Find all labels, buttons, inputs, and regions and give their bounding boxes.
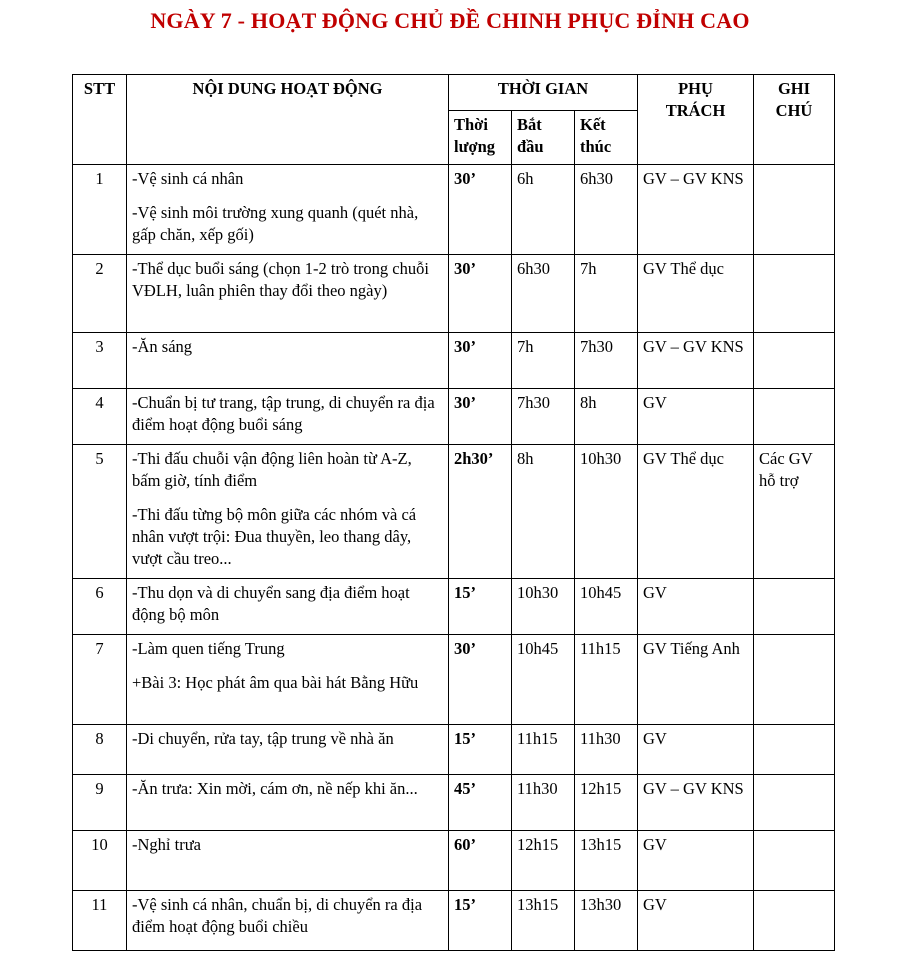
cell-note: [754, 333, 835, 389]
cell-incharge: GV: [638, 725, 754, 775]
header-row-top: [73, 75, 835, 111]
table-row: [73, 725, 835, 775]
cell-start: 12h15: [512, 831, 575, 891]
cell-content: [127, 725, 449, 775]
cell-incharge: GV – GV KNS: [638, 333, 754, 389]
cell-start: 10h45: [512, 635, 575, 725]
content-line: -Thể dục buổi sáng (chọn 1-2 trò trong chuỗi VĐLH, luân phiên thay đổi theo ngày): [132, 259, 429, 300]
cell-note: [754, 255, 835, 333]
header-start-line2: đầu: [517, 137, 544, 156]
content-line: -Thu dọn và di chuyển sang địa điểm hoạt động bộ môn: [132, 583, 410, 624]
header-start: [512, 111, 575, 165]
cell-note: [754, 635, 835, 725]
cell-stt: 6: [73, 579, 127, 635]
header-incharge: [638, 75, 754, 165]
header-time: THỜI GIAN: [449, 75, 638, 111]
header-incharge-line2: TRÁCH: [665, 101, 726, 120]
cell-content: [127, 445, 449, 579]
cell-stt: 2: [73, 255, 127, 333]
cell-stt: 10: [73, 831, 127, 891]
cell-duration: 45’: [449, 775, 512, 831]
cell-incharge: GV Thể dục: [638, 445, 754, 579]
cell-note: [754, 579, 835, 635]
cell-duration: 30’: [449, 255, 512, 333]
cell-incharge: GV: [638, 831, 754, 891]
content-line: -Vệ sinh cá nhân: [132, 169, 244, 188]
cell-end: 12h15: [575, 775, 638, 831]
cell-stt: 9: [73, 775, 127, 831]
table-row: [73, 255, 835, 333]
cell-end: 10h45: [575, 579, 638, 635]
cell-incharge: GV – GV KNS: [638, 165, 754, 255]
header-end-line2: thúc: [580, 137, 612, 156]
cell-note: [754, 165, 835, 255]
cell-stt: 11: [73, 891, 127, 951]
header-content: NỘI DUNG HOẠT ĐỘNG: [127, 75, 449, 165]
cell-incharge: GV – GV KNS: [638, 775, 754, 831]
cell-duration: 15’: [449, 725, 512, 775]
content-line: -Thi đấu chuỗi vận động liên hoàn từ A-Z, bấm giờ, tính điểm: [132, 449, 412, 490]
cell-incharge: GV Tiếng Anh: [638, 635, 754, 725]
cell-start: 6h: [512, 165, 575, 255]
cell-end: 8h: [575, 389, 638, 445]
cell-end: 6h30: [575, 165, 638, 255]
cell-start: 8h: [512, 445, 575, 579]
cell-stt: 3: [73, 333, 127, 389]
cell-duration: 30’: [449, 333, 512, 389]
cell-content: [127, 775, 449, 831]
table-row: [73, 891, 835, 951]
cell-start: 13h15: [512, 891, 575, 951]
cell-incharge: GV: [638, 579, 754, 635]
table-row: [73, 165, 835, 255]
cell-duration: 15’: [449, 891, 512, 951]
cell-end: 13h15: [575, 831, 638, 891]
cell-content: [127, 635, 449, 725]
cell-stt: 4: [73, 389, 127, 445]
header-duration: [449, 111, 512, 165]
cell-note: Các GV hỗ trợ: [754, 445, 835, 579]
cell-incharge: GV Thể dục: [638, 255, 754, 333]
cell-stt: 1: [73, 165, 127, 255]
cell-end: 7h: [575, 255, 638, 333]
cell-content: [127, 255, 449, 333]
header-end: [575, 111, 638, 165]
table-row: [73, 775, 835, 831]
header-note-line2: CHÚ: [775, 101, 813, 120]
header-incharge-line1: PHỤ: [678, 79, 713, 98]
content-line: +Bài 3: Học phát âm qua bài hát Bằng Hữu: [132, 673, 419, 692]
content-line: -Làm quen tiếng Trung: [132, 639, 285, 658]
cell-stt: 5: [73, 445, 127, 579]
cell-end: 10h30: [575, 445, 638, 579]
cell-duration: 30’: [449, 389, 512, 445]
header-end-line1: Kết: [580, 115, 606, 134]
cell-start: 7h30: [512, 389, 575, 445]
cell-end: 13h30: [575, 891, 638, 951]
page-title: NGÀY 7 - HOẠT ĐỘNG CHỦ ĐỀ CHINH PHỤC ĐỈNH CAO: [150, 8, 750, 33]
cell-note: [754, 831, 835, 891]
cell-content: [127, 165, 449, 255]
schedule-table: [72, 74, 835, 951]
cell-note: [754, 775, 835, 831]
cell-incharge: GV: [638, 891, 754, 951]
cell-incharge: GV: [638, 389, 754, 445]
cell-duration: 30’: [449, 635, 512, 725]
cell-end: 7h30: [575, 333, 638, 389]
table-row: [73, 635, 835, 725]
cell-content: [127, 579, 449, 635]
content-line: -Vệ sinh môi trường xung quanh (quét nhà, gấp chăn, xếp gối): [132, 203, 419, 244]
header-stt: STT: [73, 75, 127, 165]
cell-content: [127, 389, 449, 445]
cell-duration: 60’: [449, 831, 512, 891]
content-line: -Ăn trưa: Xin mời, cám ơn, nề nếp khi ăn...: [132, 779, 418, 798]
header-start-line1: Bắt: [517, 115, 542, 134]
cell-note: [754, 389, 835, 445]
table-row: [73, 445, 835, 579]
table-row: [73, 579, 835, 635]
cell-note: [754, 891, 835, 951]
cell-content: [127, 333, 449, 389]
cell-start: 10h30: [512, 579, 575, 635]
cell-duration: 15’: [449, 579, 512, 635]
header-duration-line2: lượng: [454, 137, 496, 156]
content-line: -Nghỉ trưa: [132, 835, 201, 854]
content-line: -Ăn sáng: [132, 337, 193, 356]
table-row: [73, 333, 835, 389]
content-line: -Chuẩn bị tư trang, tập trung, di chuyển ra địa điểm hoạt động buổi sáng: [132, 393, 435, 434]
header-duration-line1: Thời: [454, 115, 488, 134]
content-line: -Di chuyển, rửa tay, tập trung về nhà ăn: [132, 729, 394, 748]
table-row: [73, 831, 835, 891]
content-line: -Thi đấu từng bộ môn giữa các nhóm và cá nhân vượt trội: Đua thuyền, leo thang dây, vượt cầu treo...: [132, 505, 417, 568]
cell-content: [127, 831, 449, 891]
cell-end: 11h15: [575, 635, 638, 725]
table-row: [73, 389, 835, 445]
cell-duration: 30’: [449, 165, 512, 255]
cell-start: 11h15: [512, 725, 575, 775]
header-note-line1: GHI: [777, 79, 811, 98]
cell-note: [754, 725, 835, 775]
cell-stt: 7: [73, 635, 127, 725]
cell-start: 7h: [512, 333, 575, 389]
header-note: [754, 75, 835, 165]
cell-start: 11h30: [512, 775, 575, 831]
content-line: -Vệ sinh cá nhân, chuẩn bị, di chuyển ra địa điểm hoạt động buổi chiều: [132, 895, 423, 936]
cell-stt: 8: [73, 725, 127, 775]
cell-end: 11h30: [575, 725, 638, 775]
cell-content: [127, 891, 449, 951]
cell-duration: 2h30’: [449, 445, 512, 579]
cell-start: 6h30: [512, 255, 575, 333]
schedule-body: [73, 165, 835, 951]
